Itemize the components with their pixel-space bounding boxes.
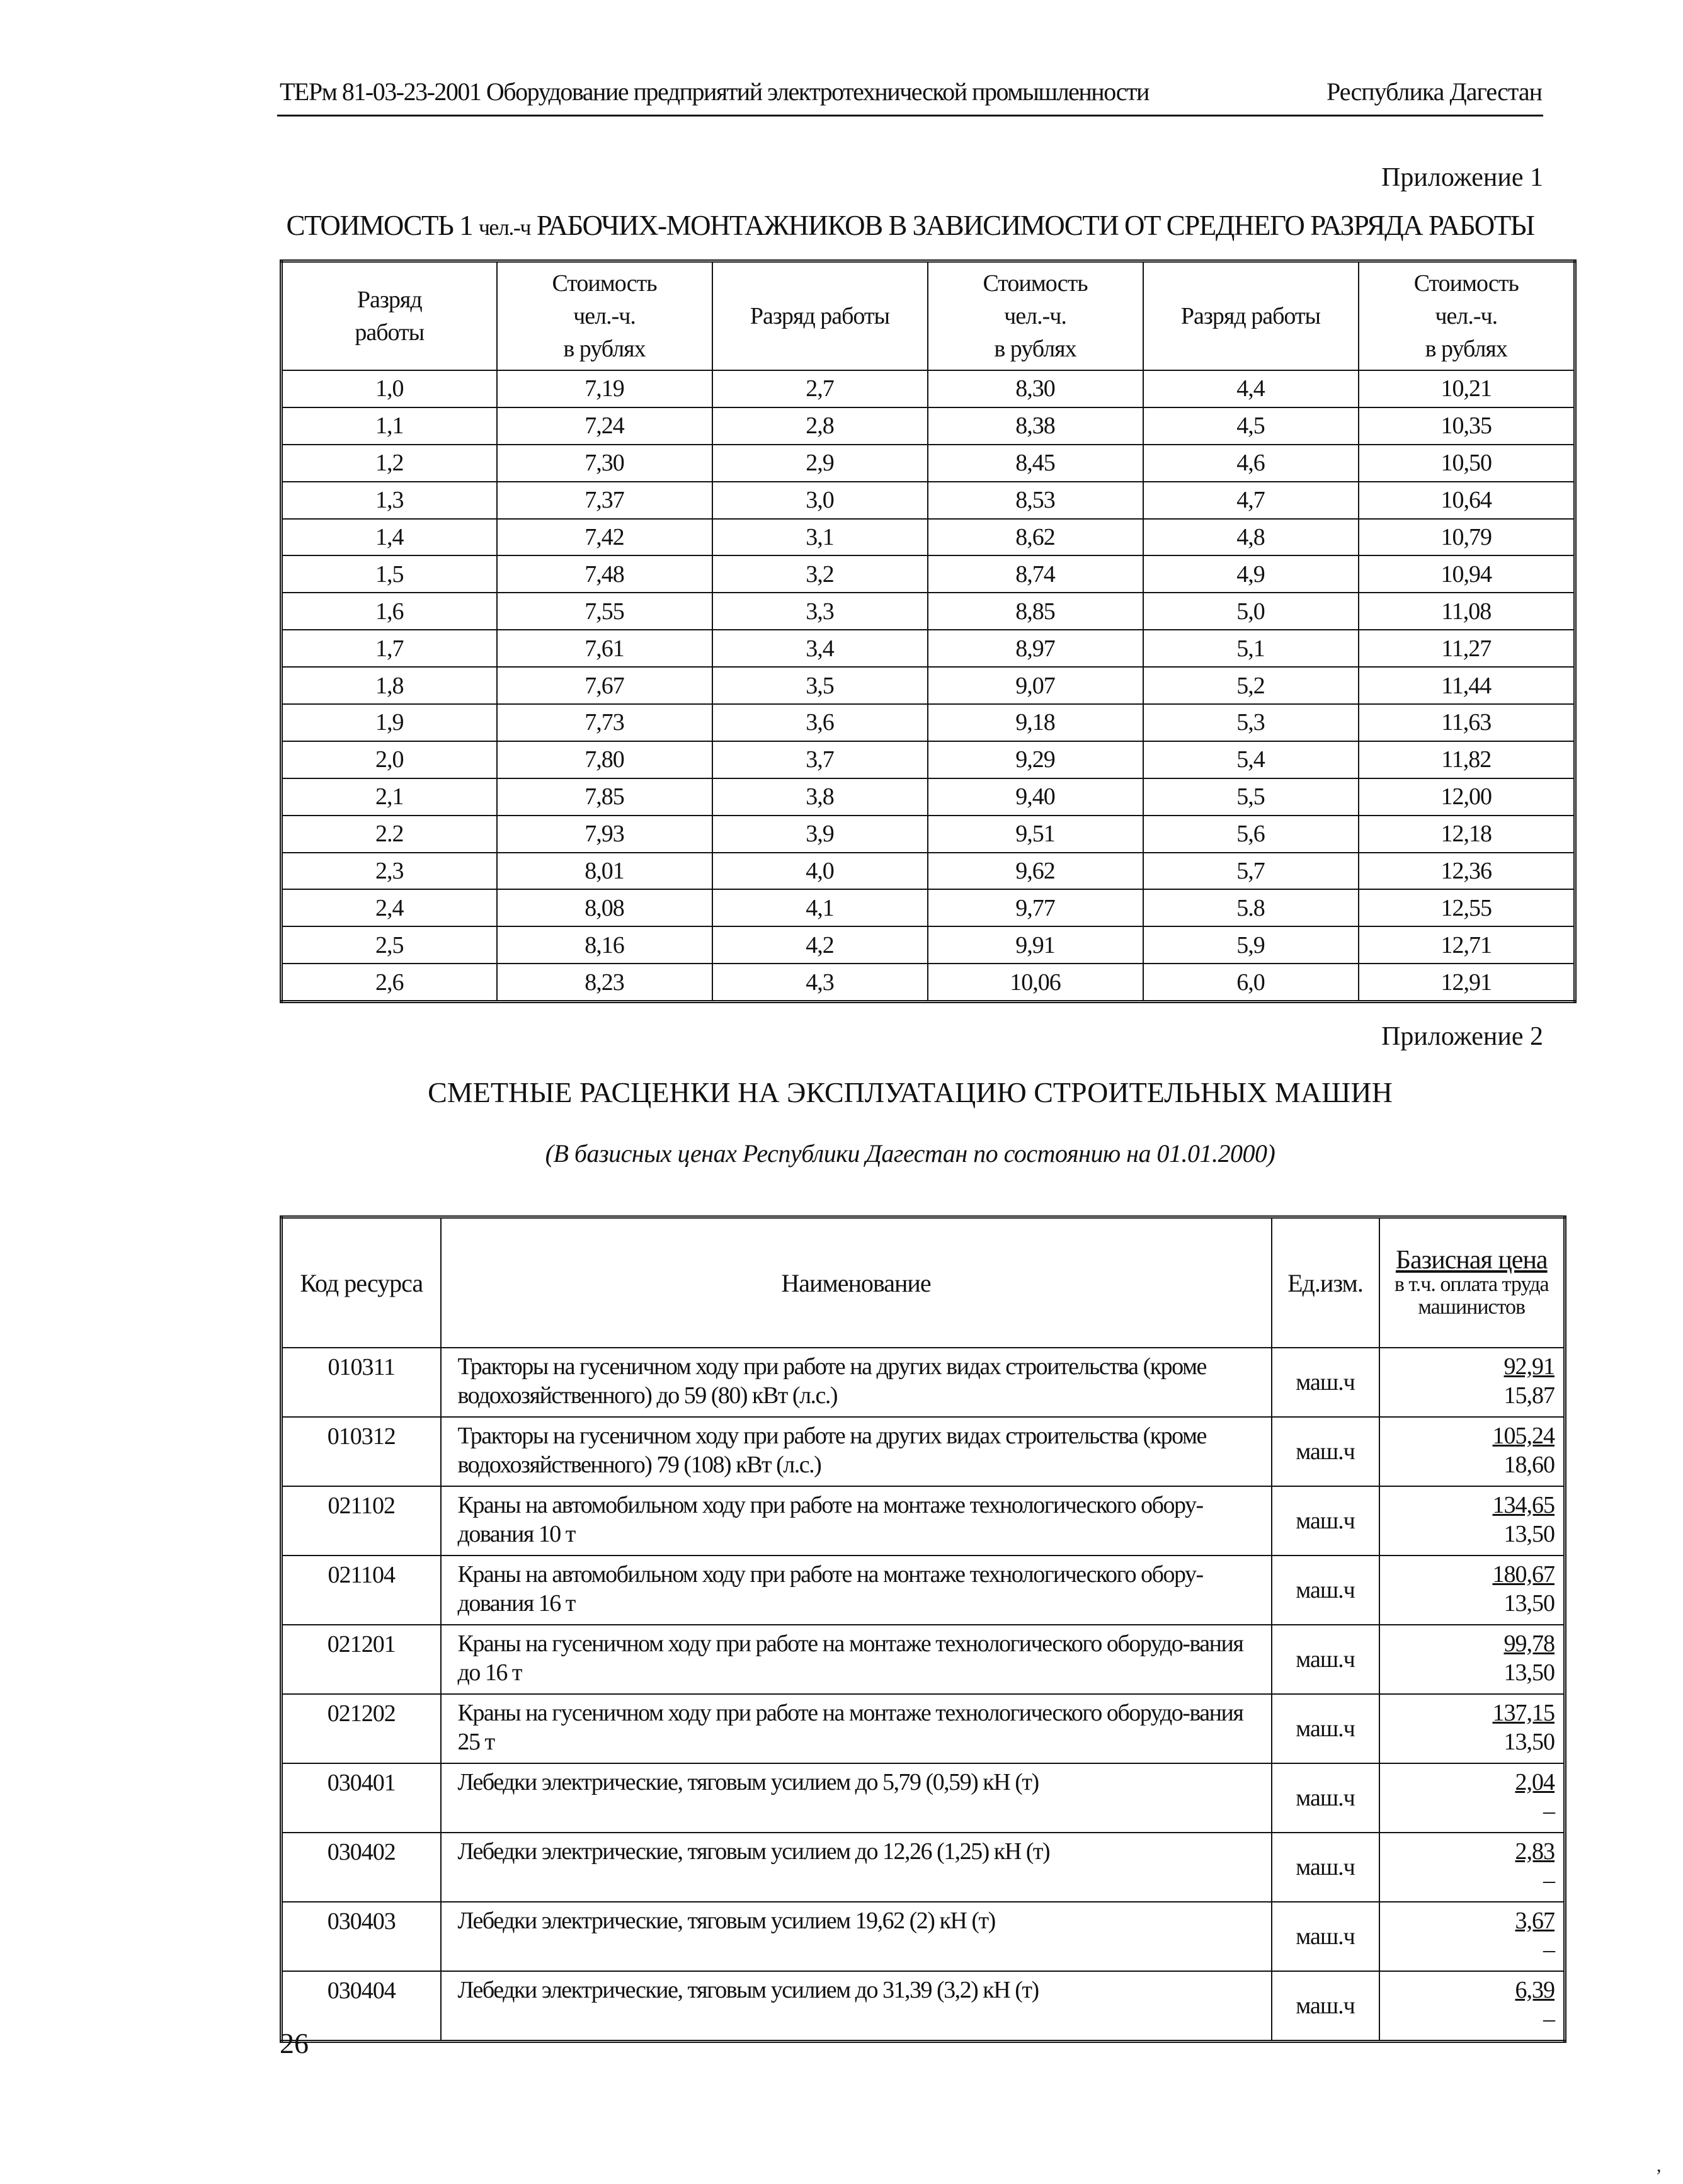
cost-cell: 12,91 — [1359, 964, 1575, 1001]
cost-cell: 8,23 — [497, 964, 712, 1001]
grade-cell: 3,4 — [712, 630, 928, 667]
cost-cell: 7,48 — [497, 555, 712, 593]
cost-cell: 7,73 — [497, 704, 712, 741]
header-cost-line2: чел.-ч. — [1435, 303, 1498, 329]
price-cell — [1379, 1694, 1565, 1763]
grade-cell: 5,6 — [1143, 816, 1359, 853]
grade-cell: 4,8 — [1143, 519, 1359, 556]
unit-cell: маш.ч — [1272, 1694, 1379, 1763]
table-row — [282, 1348, 1565, 1417]
grade-cell: 4,1 — [712, 889, 928, 926]
grade-cell: 2,9 — [712, 445, 928, 482]
grade-cell: 4,9 — [1143, 555, 1359, 593]
grade-cell: 3,0 — [712, 482, 928, 519]
grade-cell: 3,3 — [712, 593, 928, 630]
table-row — [282, 1971, 1565, 2042]
header-grade-1 — [282, 261, 497, 371]
table-row — [282, 853, 1575, 890]
cost-cell: 11,82 — [1359, 741, 1575, 778]
grade-cell: 1,4 — [282, 519, 497, 556]
header-cost-2 — [928, 261, 1143, 371]
cost-cell: 10,35 — [1359, 407, 1575, 445]
price-cell — [1379, 1486, 1565, 1556]
grade-cell: 2.2 — [282, 816, 497, 853]
table-row — [282, 555, 1575, 593]
corner-mark: , — [1657, 2155, 1662, 2176]
grade-cell: 5,2 — [1143, 667, 1359, 704]
grade-cell: 1,2 — [282, 445, 497, 482]
cost-cell: 9,07 — [928, 667, 1143, 704]
base-price-value: 134,65 — [1492, 1492, 1555, 1518]
price-cell — [1379, 1556, 1565, 1625]
grade-cell: 2,1 — [282, 778, 497, 816]
table-row — [282, 519, 1575, 556]
base-price-value: 3,67 — [1515, 1908, 1555, 1934]
cost-cell: 12,36 — [1359, 853, 1575, 890]
grade-cell: 3,5 — [712, 667, 928, 704]
header-cost-1 — [497, 261, 712, 371]
grade-cell: 1,9 — [282, 704, 497, 741]
grade-cell: 5,4 — [1143, 741, 1359, 778]
cost-cell: 10,06 — [928, 964, 1143, 1001]
cost-cell: 8,45 — [928, 445, 1143, 482]
cost-cell: 7,80 — [497, 741, 712, 778]
resource-code-cell: 030402 — [282, 1833, 441, 1902]
page-number: 26 — [280, 2027, 309, 2059]
cost-cell: 8,01 — [497, 853, 712, 890]
grade-cell: 1,7 — [282, 630, 497, 667]
cost-cell: 9,77 — [928, 889, 1143, 926]
header-grade-3: Разряд работы — [1143, 261, 1359, 371]
cost-cell: 8,16 — [497, 926, 712, 964]
header-cost-3 — [1359, 261, 1575, 371]
table-row — [282, 370, 1575, 407]
grade-cell: 1,1 — [282, 407, 497, 445]
cost-cell: 8,30 — [928, 370, 1143, 407]
name-cell: Лебедки электрические, тяговым усилием до 31,39 (3,2) кН (т) — [441, 1971, 1272, 2042]
header-resource-code: Код ресурса — [282, 1217, 441, 1348]
header-base-price-main: Базисная цена — [1395, 1246, 1548, 1275]
labor-cost-header-row — [282, 261, 1575, 371]
cost-cell: 9,91 — [928, 926, 1143, 964]
header-grade-line2: работы — [355, 319, 425, 346]
appendix-1-title-part-a: СТОИМОСТЬ 1 — [286, 210, 479, 241]
appendix-1-title-part-c: РАБОЧИХ-МОНТАЖНИКОВ В ЗАВИСИМОСТИ ОТ СРЕДНЕГО РАЗРЯДА РАБОТЫ — [530, 210, 1534, 241]
grade-cell: 2,8 — [712, 407, 928, 445]
cost-cell: 8,97 — [928, 630, 1143, 667]
table-row — [282, 407, 1575, 445]
labor-price-value: – — [1543, 1937, 1555, 1963]
base-price-value: 6,39 — [1515, 1977, 1555, 2003]
cost-cell: 9,40 — [928, 778, 1143, 816]
cost-cell: 10,64 — [1359, 482, 1575, 519]
name-cell: Лебедки электрические, тяговым усилием до 12,26 (1,25) кН (т) — [441, 1833, 1272, 1902]
table-row — [282, 1902, 1565, 1971]
labor-price-value: – — [1543, 1867, 1555, 1894]
grade-cell: 5,0 — [1143, 593, 1359, 630]
cost-cell: 7,55 — [497, 593, 712, 630]
header-cost-line1: Стоимость — [552, 270, 657, 297]
table-row — [282, 778, 1575, 816]
base-price-value: 180,67 — [1492, 1561, 1555, 1588]
cost-cell: 7,30 — [497, 445, 712, 482]
price-cell — [1379, 1763, 1565, 1833]
cost-cell: 10,79 — [1359, 519, 1575, 556]
name-cell: Лебедки электрические, тяговым усилием до 5,79 (0,59) кН (т) — [441, 1763, 1272, 1833]
table-row — [282, 704, 1575, 741]
base-price-value: 105,24 — [1492, 1423, 1555, 1449]
unit-cell: маш.ч — [1272, 1556, 1379, 1625]
unit-cell: маш.ч — [1272, 1833, 1379, 1902]
grade-cell: 2,0 — [282, 741, 497, 778]
unit-cell: маш.ч — [1272, 1763, 1379, 1833]
grade-cell: 3,6 — [712, 704, 928, 741]
grade-cell: 5,5 — [1143, 778, 1359, 816]
appendix-2-label: Приложение 2 — [1381, 1022, 1543, 1051]
table-row — [282, 741, 1575, 778]
table-row — [282, 1694, 1565, 1763]
resource-code-cell: 021201 — [282, 1625, 441, 1694]
table-row — [282, 889, 1575, 926]
base-price-value: 2,04 — [1515, 1769, 1555, 1795]
cost-cell: 7,24 — [497, 407, 712, 445]
cost-cell: 9,18 — [928, 704, 1143, 741]
cost-cell: 7,42 — [497, 519, 712, 556]
grade-cell: 5,9 — [1143, 926, 1359, 964]
appendix-1-title-part-b: чел.-ч — [478, 215, 530, 240]
cost-cell: 11,08 — [1359, 593, 1575, 630]
grade-cell: 4,4 — [1143, 370, 1359, 407]
price-cell — [1379, 1625, 1565, 1694]
header-rule — [277, 115, 1543, 117]
name-cell: Тракторы на гусеничном ходу при работе на других видах строительства (кроме водохозяйственного) 79 (108) кВт (л.с.) — [441, 1417, 1272, 1486]
resource-code-cell: 010311 — [282, 1348, 441, 1417]
labor-price-value: 13,50 — [1503, 1590, 1555, 1617]
grade-cell: 4,5 — [1143, 407, 1359, 445]
grade-cell: 5,7 — [1143, 853, 1359, 890]
unit-cell: маш.ч — [1272, 1348, 1379, 1417]
base-price-value: 92,91 — [1503, 1353, 1555, 1380]
cost-cell: 7,19 — [497, 370, 712, 407]
base-price-value: 99,78 — [1503, 1630, 1555, 1657]
appendix-2-title: СМЕТНЫЕ РАСЦЕНКИ НА ЭКСПЛУАТАЦИЮ СТРОИТЕЛЬНЫХ МАШИН — [428, 1076, 1393, 1108]
unit-cell: маш.ч — [1272, 1625, 1379, 1694]
labor-price-value: 13,50 — [1503, 1521, 1555, 1547]
cost-cell: 11,63 — [1359, 704, 1575, 741]
unit-cell: маш.ч — [1272, 1417, 1379, 1486]
cost-cell: 8,74 — [928, 555, 1143, 593]
grade-cell: 2,3 — [282, 853, 497, 890]
labor-cost-table — [280, 259, 1577, 1003]
cost-cell: 7,93 — [497, 816, 712, 853]
base-price-value: 137,15 — [1492, 1700, 1555, 1726]
name-cell: Краны на гусеничном ходу при работе на монтаже технологического оборудо-вания до 16 т — [441, 1625, 1272, 1694]
cost-cell: 8,38 — [928, 407, 1143, 445]
name-cell: Краны на гусеничном ходу при работе на монтаже технологического оборудо-вания 25 т — [441, 1694, 1272, 1763]
grade-cell: 4,2 — [712, 926, 928, 964]
unit-cell: маш.ч — [1272, 1486, 1379, 1556]
header-cost-line3: в рублях — [563, 336, 646, 362]
cost-cell: 10,94 — [1359, 555, 1575, 593]
grade-cell: 1,0 — [282, 370, 497, 407]
unit-cell: маш.ч — [1272, 1971, 1379, 2042]
grade-cell: 4,6 — [1143, 445, 1359, 482]
resource-code-cell: 030404 — [282, 1971, 441, 2042]
resource-code-cell: 030403 — [282, 1902, 441, 1971]
labor-price-value: 13,50 — [1503, 1729, 1555, 1755]
resource-code-cell: 021202 — [282, 1694, 441, 1763]
header-grade-line1: Разряд — [357, 287, 422, 313]
running-header-title: ТЕРм 81-03-23-2001 Оборудование предприятий электротехнической промышленности — [280, 77, 1149, 106]
grade-cell: 3,1 — [712, 519, 928, 556]
cost-cell: 7,61 — [497, 630, 712, 667]
table-row — [282, 1556, 1565, 1625]
header-grade-2: Разряд работы — [712, 261, 928, 371]
name-cell: Лебедки электрические, тяговым усилием 19,62 (2) кН (т) — [441, 1902, 1272, 1971]
header-cost-line2: чел.-ч. — [1004, 303, 1066, 329]
resource-code-cell: 021102 — [282, 1486, 441, 1556]
grade-cell: 2,6 — [282, 964, 497, 1001]
cost-cell: 12,00 — [1359, 778, 1575, 816]
machine-rates-body — [282, 1348, 1565, 2042]
table-row — [282, 667, 1575, 704]
cost-cell: 7,85 — [497, 778, 712, 816]
resource-code-cell: 010312 — [282, 1417, 441, 1486]
cost-cell: 8,53 — [928, 482, 1143, 519]
labor-price-value: 18,60 — [1503, 1452, 1555, 1478]
grade-cell: 3,7 — [712, 741, 928, 778]
labor-cost-body — [282, 370, 1575, 1002]
price-cell — [1379, 1417, 1565, 1486]
grade-cell: 1,5 — [282, 555, 497, 593]
labor-price-value: 15,87 — [1503, 1382, 1555, 1409]
labor-price-value: – — [1543, 1798, 1555, 1824]
grade-cell: 3,8 — [712, 778, 928, 816]
resource-code-cell: 030401 — [282, 1763, 441, 1833]
name-cell: Тракторы на гусеничном ходу при работе на других видах строительства (кроме водохозяйственного) до 59 (80) кВт (л.с.) — [441, 1348, 1272, 1417]
appendix-1-label: Приложение 1 — [1381, 163, 1543, 192]
table-row — [282, 1763, 1565, 1833]
header-unit: Ед.изм. — [1272, 1217, 1379, 1348]
cost-cell: 8,85 — [928, 593, 1143, 630]
unit-cell: маш.ч — [1272, 1902, 1379, 1971]
base-price-value: 2,83 — [1515, 1838, 1555, 1865]
grade-cell: 5,1 — [1143, 630, 1359, 667]
cost-cell: 12,55 — [1359, 889, 1575, 926]
grade-cell: 3,2 — [712, 555, 928, 593]
grade-cell: 2,5 — [282, 926, 497, 964]
grade-cell: 4,0 — [712, 853, 928, 890]
grade-cell: 6,0 — [1143, 964, 1359, 1001]
cost-cell: 9,29 — [928, 741, 1143, 778]
table-row — [282, 1486, 1565, 1556]
grade-cell: 4,7 — [1143, 482, 1359, 519]
cost-cell: 12,71 — [1359, 926, 1575, 964]
table-row — [282, 964, 1575, 1001]
price-cell — [1379, 1348, 1565, 1417]
labor-price-value: – — [1543, 2006, 1555, 2032]
header-cost-line1: Стоимость — [1413, 270, 1519, 297]
price-cell — [1379, 1833, 1565, 1902]
cost-cell: 7,67 — [497, 667, 712, 704]
grade-cell: 5.8 — [1143, 889, 1359, 926]
cost-cell: 10,50 — [1359, 445, 1575, 482]
cost-cell: 8,08 — [497, 889, 712, 926]
grade-cell: 2,4 — [282, 889, 497, 926]
table-row — [282, 926, 1575, 964]
grade-cell: 2,7 — [712, 370, 928, 407]
grade-cell: 1,3 — [282, 482, 497, 519]
header-cost-line1: Стоимость — [983, 270, 1088, 297]
header-name: Наименование — [441, 1217, 1272, 1348]
price-cell — [1379, 1902, 1565, 1971]
header-cost-line2: чел.-ч. — [573, 303, 636, 329]
table-row — [282, 1833, 1565, 1902]
machine-rates-header-row — [282, 1217, 1565, 1348]
cost-cell: 7,37 — [497, 482, 712, 519]
cost-cell: 9,62 — [928, 853, 1143, 890]
cost-cell: 11,27 — [1359, 630, 1575, 667]
header-cost-line3: в рублях — [994, 336, 1076, 362]
table-row — [282, 1625, 1565, 1694]
grade-cell: 1,8 — [282, 667, 497, 704]
cost-cell: 10,21 — [1359, 370, 1575, 407]
price-cell — [1379, 1971, 1565, 2042]
cost-cell: 11,44 — [1359, 667, 1575, 704]
grade-cell: 5,3 — [1143, 704, 1359, 741]
header-cost-line3: в рублях — [1425, 336, 1507, 362]
grade-cell: 4,3 — [712, 964, 928, 1001]
cost-cell: 12,18 — [1359, 816, 1575, 853]
header-base-price-labor: в т.ч. оплата труда машинистов — [1394, 1273, 1549, 1319]
grade-cell: 1,6 — [282, 593, 497, 630]
resource-code-cell: 021104 — [282, 1556, 441, 1625]
table-row — [282, 1417, 1565, 1486]
header-base-price — [1379, 1217, 1565, 1348]
table-row — [282, 816, 1575, 853]
table-row — [282, 630, 1575, 667]
name-cell: Краны на автомобильном ходу при работе на монтаже технологического обору-дования 16 т — [441, 1556, 1272, 1625]
name-cell: Краны на автомобильном ходу при работе на монтаже технологического обору-дования 10 т — [441, 1486, 1272, 1556]
appendix-2-subtitle: (В базисных ценах Республики Дагестан по состоянию на 01.01.2000) — [545, 1139, 1275, 1168]
table-row — [282, 445, 1575, 482]
cost-cell: 8,62 — [928, 519, 1143, 556]
appendix-1-title — [277, 209, 1543, 242]
grade-cell: 3,9 — [712, 816, 928, 853]
machine-rates-table — [280, 1215, 1566, 2043]
table-row — [282, 593, 1575, 630]
cost-cell: 9,51 — [928, 816, 1143, 853]
labor-price-value: 13,50 — [1503, 1659, 1555, 1686]
running-header-region: Республика Дагестан — [1326, 77, 1542, 106]
table-row — [282, 482, 1575, 519]
